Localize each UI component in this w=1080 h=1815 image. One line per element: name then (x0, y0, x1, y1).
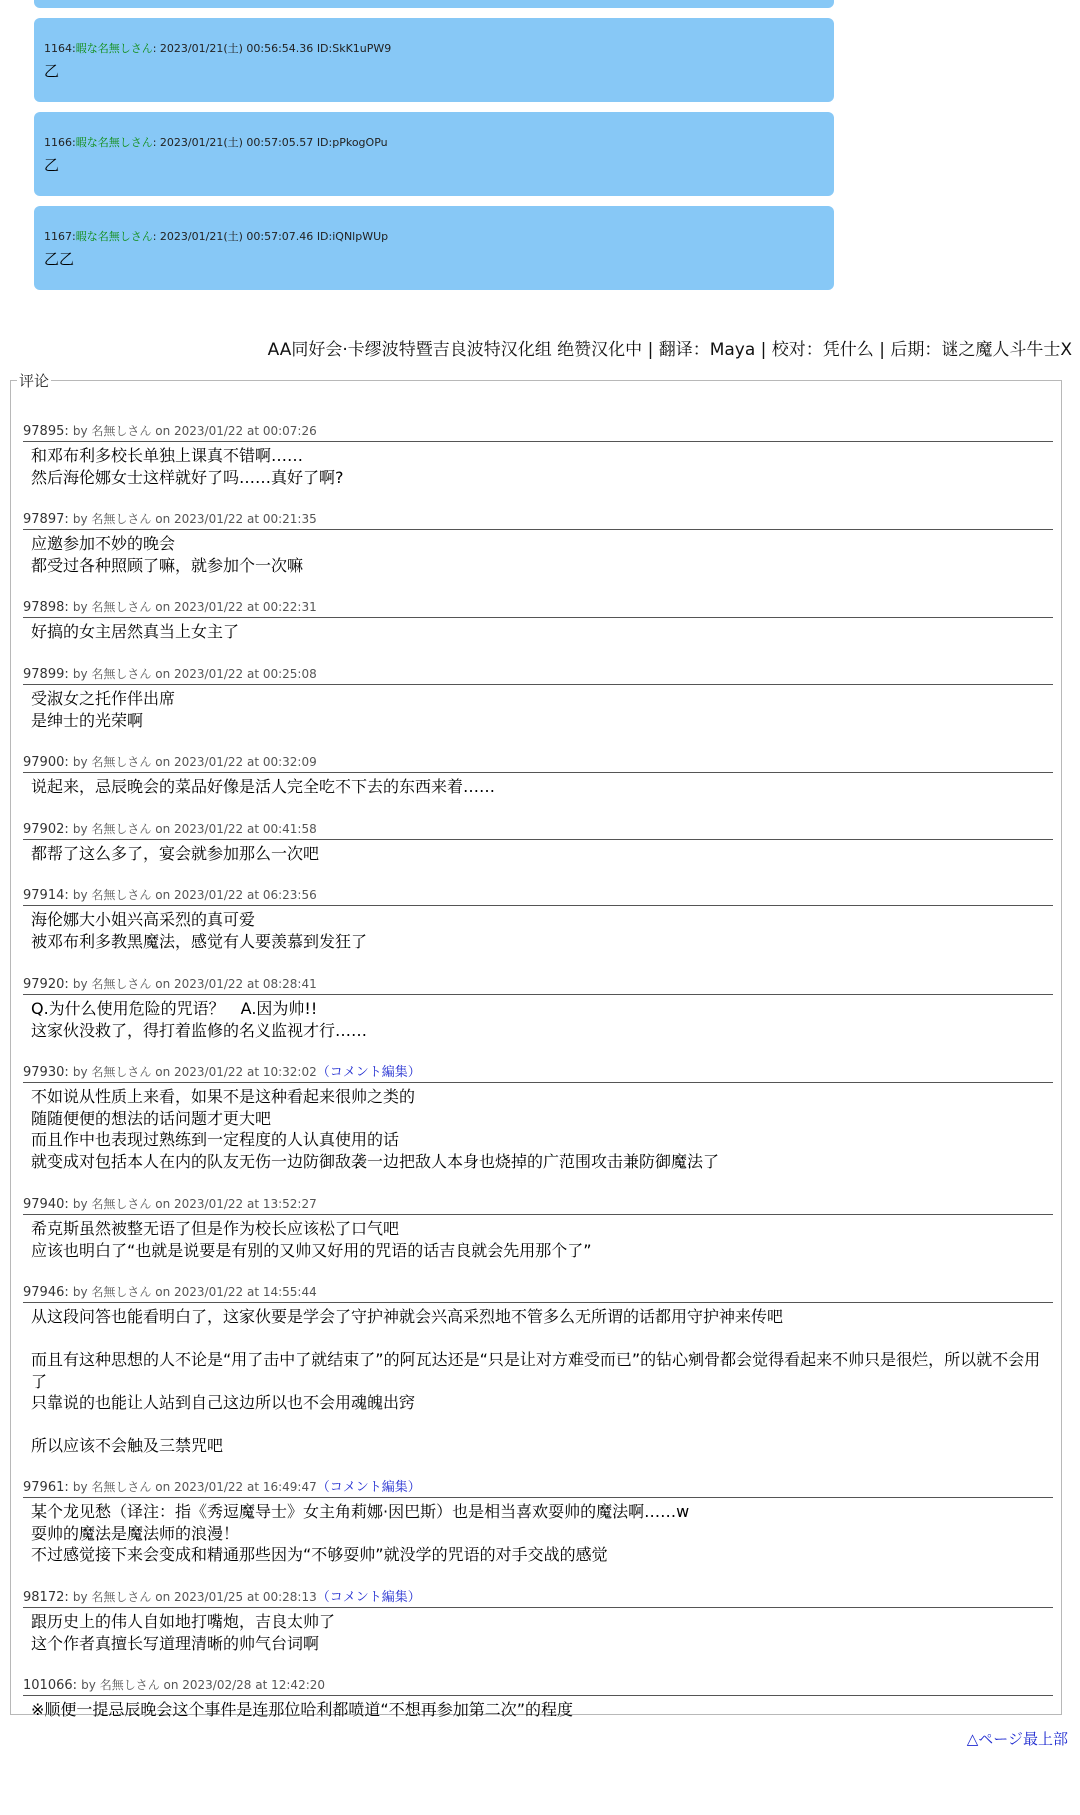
post-id: ID:iQNlpWUp (316, 230, 389, 243)
comment-header: 97900: by 名無しさん on 2023/01/22 at 00:32:09 (23, 754, 1053, 773)
comment-meta: by 名無しさん on 2023/01/22 at 10:32:02 (72, 1065, 317, 1079)
thread-post-prev (34, 0, 834, 8)
comment-meta: by 名無しさん on 2023/01/22 at 00:21:35 (72, 512, 317, 526)
comment-meta: by 名無しさん on 2023/01/22 at 00:32:09 (72, 755, 317, 769)
thread-post (34, 112, 834, 196)
comment-number: 97920 (23, 977, 65, 992)
comment-header: 101066: by 名無しさん on 2023/02/28 at 12:42:20 (23, 1677, 1053, 1696)
comment-body: ※顺便一提忌辰晚会这个事件是连那位哈利都喷道“不想再参加第二次”的程度 (31, 1700, 573, 1719)
comment (23, 976, 1053, 1041)
post-author[interactable]: 暇な名無しさん (75, 42, 153, 55)
post-number: 1167 (44, 230, 72, 243)
comment-edit-link[interactable]: （コメント編集） (316, 1065, 421, 1080)
comment (23, 423, 1053, 488)
comments-section (10, 370, 1062, 1719)
comment-number: 101066 (23, 1678, 73, 1693)
comment-header: 97946: by 名無しさん on 2023/01/22 at 14:55:44 (23, 1284, 1053, 1303)
post-header: 1164:暇な名無しさん: 2023/01/21(土) 00:56:54.36 ID:SkK1uPW9 (44, 42, 392, 55)
comment-body: 都帮了这么多了，宴会就参加那么一次吧 (31, 844, 320, 863)
comment (23, 666, 1053, 731)
comment-body: 和邓布利多校长单独上课真不错啊…… 然后海伦娜女士这样就好了吗……真好了啊? (31, 446, 344, 487)
comment (23, 1677, 1053, 1721)
post-text: 乙 (44, 62, 60, 80)
comment-meta: by 名無しさん on 2023/01/22 at 16:49:47 (72, 1480, 317, 1494)
comment-number: 97914 (23, 888, 65, 903)
comment-header: 97899: by 名無しさん on 2023/01/22 at 00:25:08 (23, 666, 1053, 685)
thread-post (34, 206, 834, 290)
post-number: 1164 (44, 42, 72, 55)
comment-number: 97940 (23, 1197, 65, 1212)
translation-credit: AA同好会·卡缪波特暨吉良波特汉化组 绝赞汉化中 | 翻译：Maya | 校对：凭什么 | 后期：谜之魔人斗牛士X (267, 340, 1072, 360)
comment-header: 97897: by 名無しさん on 2023/01/22 at 00:21:35 (23, 511, 1053, 530)
comment-header: 97895: by 名無しさん on 2023/01/22 at 00:07:26 (23, 423, 1053, 442)
comment (23, 599, 1053, 643)
post-text: 乙乙 (44, 250, 75, 268)
comment-edit-link[interactable]: （コメント編集） (316, 1480, 421, 1495)
comment-meta: by 名無しさん on 2023/01/25 at 00:28:13 (72, 1590, 317, 1604)
comment-number: 97898 (23, 600, 65, 615)
comment-body: 好搞的女主居然真当上女主了 (31, 622, 240, 641)
comment (23, 1196, 1053, 1261)
comment-number: 98172 (23, 1590, 65, 1605)
comment-body: 应邀参加不妙的晚会 都受过各种照顾了嘛，就参加个一次嘛 (31, 534, 304, 575)
post-author[interactable]: 暇な名無しさん (75, 136, 153, 149)
comment-body: 受淑女之托作伴出席 是绅士的光荣啊 (31, 689, 176, 730)
comment-meta: by 名無しさん on 2023/01/22 at 00:22:31 (72, 600, 317, 614)
post-author[interactable]: 暇な名無しさん (75, 230, 153, 243)
post-header: 1166:暇な名無しさん: 2023/01/21(土) 00:57:05.57 ID:pPkogOPu (44, 136, 388, 149)
comment-header: 97914: by 名無しさん on 2023/01/22 at 06:23:56 (23, 887, 1053, 906)
post-header: 1167:暇な名無しさん: 2023/01/21(土) 00:57:07.46 ID:iQNlpWUp (44, 230, 389, 243)
comment-meta: by 名無しさん on 2023/01/22 at 14:55:44 (72, 1285, 317, 1299)
post-date: 2023/01/21(土) 00:56:54.36 (159, 42, 314, 55)
comment (23, 1479, 1053, 1566)
comment-number: 97930 (23, 1065, 65, 1080)
comment-body: 跟历史上的伟人自如地打嘴炮，吉良太帅了 这个作者真擅长写道理清晰的帅气台词啊 (31, 1612, 336, 1653)
comment-body: Q.为什么使用危险的咒语？ A.因为帅!! 这家伙没救了，得打着监修的名义监视才行…… (31, 999, 368, 1040)
post-number: 1166 (44, 136, 72, 149)
comment-meta: by 名無しさん on 2023/01/22 at 06:23:56 (72, 888, 317, 902)
comment-meta: by 名無しさん on 2023/01/22 at 00:25:08 (72, 667, 317, 681)
comments-legend: 评论 (19, 372, 50, 390)
comment-body: 希克斯虽然被整无语了但是作为校长应该松了口气吧 应该也明白了“也就是说要是有别的又帅又好用的咒语的话吉良就会先用那个了” (31, 1219, 592, 1260)
comment-header: 97961: by 名無しさん on 2023/01/22 at 16:49:47（コメント編集） (23, 1479, 1053, 1498)
comment (23, 1064, 1053, 1172)
comment-number: 97899 (23, 667, 65, 682)
comment-header: 98172: by 名無しさん on 2023/01/25 at 00:28:13（コメント編集） (23, 1589, 1053, 1608)
comment-number: 97897 (23, 512, 65, 527)
comment (23, 511, 1053, 576)
comment (23, 1589, 1053, 1654)
comment-header: 97898: by 名無しさん on 2023/01/22 at 00:22:31 (23, 599, 1053, 618)
comment-header: 97940: by 名無しさん on 2023/01/22 at 13:52:27 (23, 1196, 1053, 1215)
post-text: 乙 (44, 156, 60, 174)
comment-number: 97902 (23, 822, 65, 837)
post-id: ID:pPkogOPu (316, 136, 388, 149)
comment-body: 从这段问答也能看明白了，这家伙要是学会了守护神就会兴高采烈地不管多么无所谓的话都用守护神来传吧 而且有这种思想的人不论是“用了击中了就结束了”的阿瓦达还是“只是让对方难受而已”的钻心剜骨都会觉得看起来不帅只是很烂，所以就不会用了 只靠说的也能让人站到自己这边所以也不会用魂魄出窍 所以应该不会触及三禁咒吧 (31, 1307, 1041, 1455)
post-id: ID:SkK1uPW9 (316, 42, 392, 55)
page-top-link[interactable]: △ページ最上部 (966, 1730, 1068, 1748)
comment-meta: by 名無しさん on 2023/01/22 at 08:28:41 (72, 977, 317, 991)
comment-header: 97920: by 名無しさん on 2023/01/22 at 08:28:41 (23, 976, 1053, 995)
post-date: 2023/01/21(土) 00:57:05.57 (159, 136, 314, 149)
comment-number: 97895 (23, 424, 65, 439)
comment (23, 754, 1053, 798)
comment-body: 某个龙见愁（译注：指《秀逗魔导士》女主角莉娜·因巴斯）也是相当喜欢耍帅的魔法啊……w 耍帅的魔法是魔法师的浪漫！ 不过感觉接下来会变成和精通那些因为“不够耍帅”就没学的咒语的对手交战的感觉 (31, 1502, 690, 1564)
comment-body: 海伦娜大小姐兴高采烈的真可爱 被邓布利多教黑魔法，感觉有人要羡慕到发狂了 (31, 910, 368, 951)
comment-meta: by 名無しさん on 2023/01/22 at 00:07:26 (72, 424, 317, 438)
comment (23, 887, 1053, 952)
comment-body: 不如说从性质上来看，如果不是这种看起来很帅之类的 随随便便的想法的话问题才更大吧 而且作中也表现过熟练到一定程度的人认真使用的话 就变成对包括本人在内的队友无伤一边防御敌袭一边把敌人本身也烧掉的广范围攻击兼防御魔法了 (31, 1087, 720, 1171)
comment-header: 97902: by 名無しさん on 2023/01/22 at 00:41:58 (23, 821, 1053, 840)
comment-header: 97930: by 名無しさん on 2023/01/22 at 10:32:02（コメント編集） (23, 1064, 1053, 1083)
thread-post (34, 18, 834, 102)
comment-meta: by 名無しさん on 2023/01/22 at 00:41:58 (72, 822, 317, 836)
comment-number: 97946 (23, 1285, 65, 1300)
post-date: 2023/01/21(土) 00:57:07.46 (159, 230, 314, 243)
comment-meta: by 名無しさん on 2023/01/22 at 13:52:27 (72, 1197, 317, 1211)
comment (23, 1284, 1053, 1457)
comment (23, 821, 1053, 865)
comment-body: 说起来，忌辰晚会的菜品好像是活人完全吃不下去的东西来着…… (31, 777, 496, 796)
comment-number: 97900 (23, 755, 65, 770)
comment-meta: by 名無しさん on 2023/02/28 at 12:42:20 (81, 1678, 326, 1692)
comment-edit-link[interactable]: （コメント編集） (316, 1590, 421, 1605)
comment-number: 97961 (23, 1480, 65, 1495)
